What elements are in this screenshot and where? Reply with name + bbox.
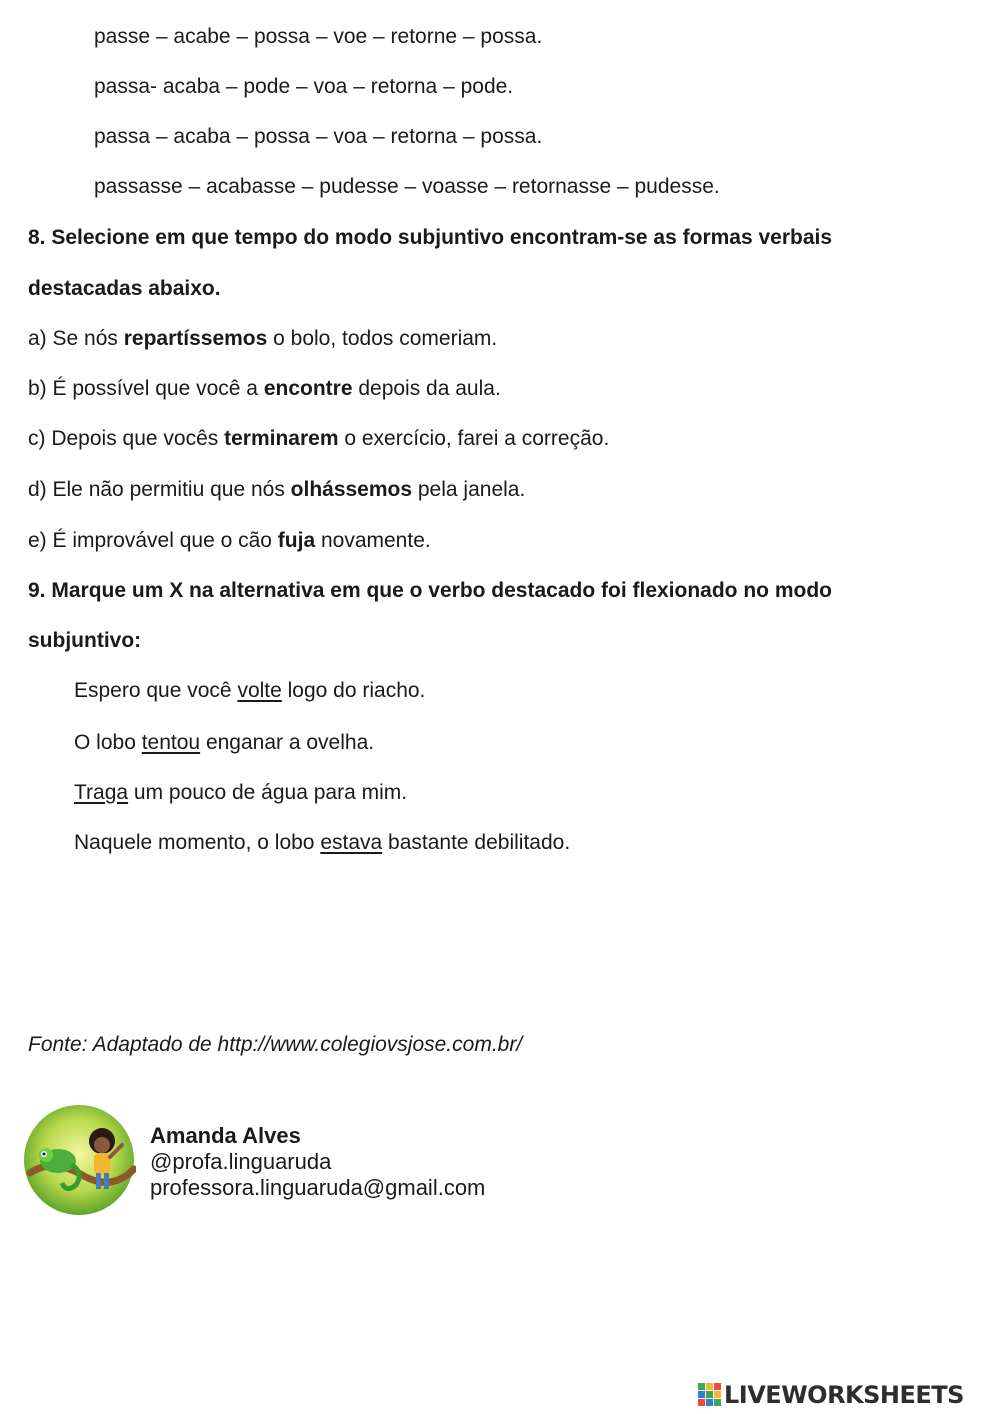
q8-item-c: c) Depois que vocês terminarem o exercício, farei a correção. [28, 427, 610, 450]
liveworksheets-logo-icon [698, 1383, 722, 1407]
q7-option-2: passa- acaba – pode – voa – retorna – pode. [94, 75, 514, 98]
q8-item-b: b) É possível que você a encontre depois da aula. [28, 377, 501, 400]
author-info [150, 1123, 485, 1201]
chameleon-and-girl-avatar-icon [22, 1103, 136, 1217]
q9-option-2[interactable]: O lobo tentou enganar a ovelha. [74, 731, 375, 754]
q7-option-1: passe – acabe – possa – voe – retorne – possa. [94, 25, 543, 48]
brand-text: LIVEWORKSHEETS [724, 1381, 964, 1409]
q9-heading-line-2: subjuntivo: [28, 629, 142, 652]
liveworksheets-brand[interactable] [698, 1380, 994, 1410]
author-email: professora.linguaruda@gmail.com [150, 1175, 486, 1200]
author-handle: @profa.linguaruda [150, 1149, 332, 1174]
q8-item-a: a) Se nós repartíssemos o bolo, todos comeriam. [28, 327, 498, 350]
q8-heading-line-2: destacadas abaixo. [28, 277, 221, 300]
q8-item-d: d) Ele não permitiu que nós olhássemos pela janela. [28, 478, 526, 501]
q9-option-4[interactable]: Naquele momento, o lobo estava bastante debilitado. [74, 831, 571, 854]
source-note: Fonte: Adaptado de http://www.colegiovsjose.com.br/ [28, 1033, 523, 1056]
q7-option-4: passasse – acabasse – pudesse – voasse – retornasse – pudesse. [94, 175, 720, 198]
q8-heading-line-1: 8. Selecione em que tempo do modo subjuntivo encontram-se as formas verbais [28, 226, 833, 249]
q9-option-1[interactable]: Espero que você volte logo do riacho. [74, 679, 426, 702]
q9-option-3[interactable]: Traga um pouco de água para mim. [74, 781, 408, 804]
q7-option-3: passa – acaba – possa – voa – retorna – possa. [94, 125, 543, 148]
author-name: Amanda Alves [150, 1123, 301, 1148]
q8-item-e: e) É improvável que o cão fuja novamente. [28, 529, 431, 552]
q9-heading-line-1: 9. Marque um X na alternativa em que o verbo destacado foi flexionado no modo [28, 579, 832, 602]
author-credit [22, 1103, 542, 1219]
